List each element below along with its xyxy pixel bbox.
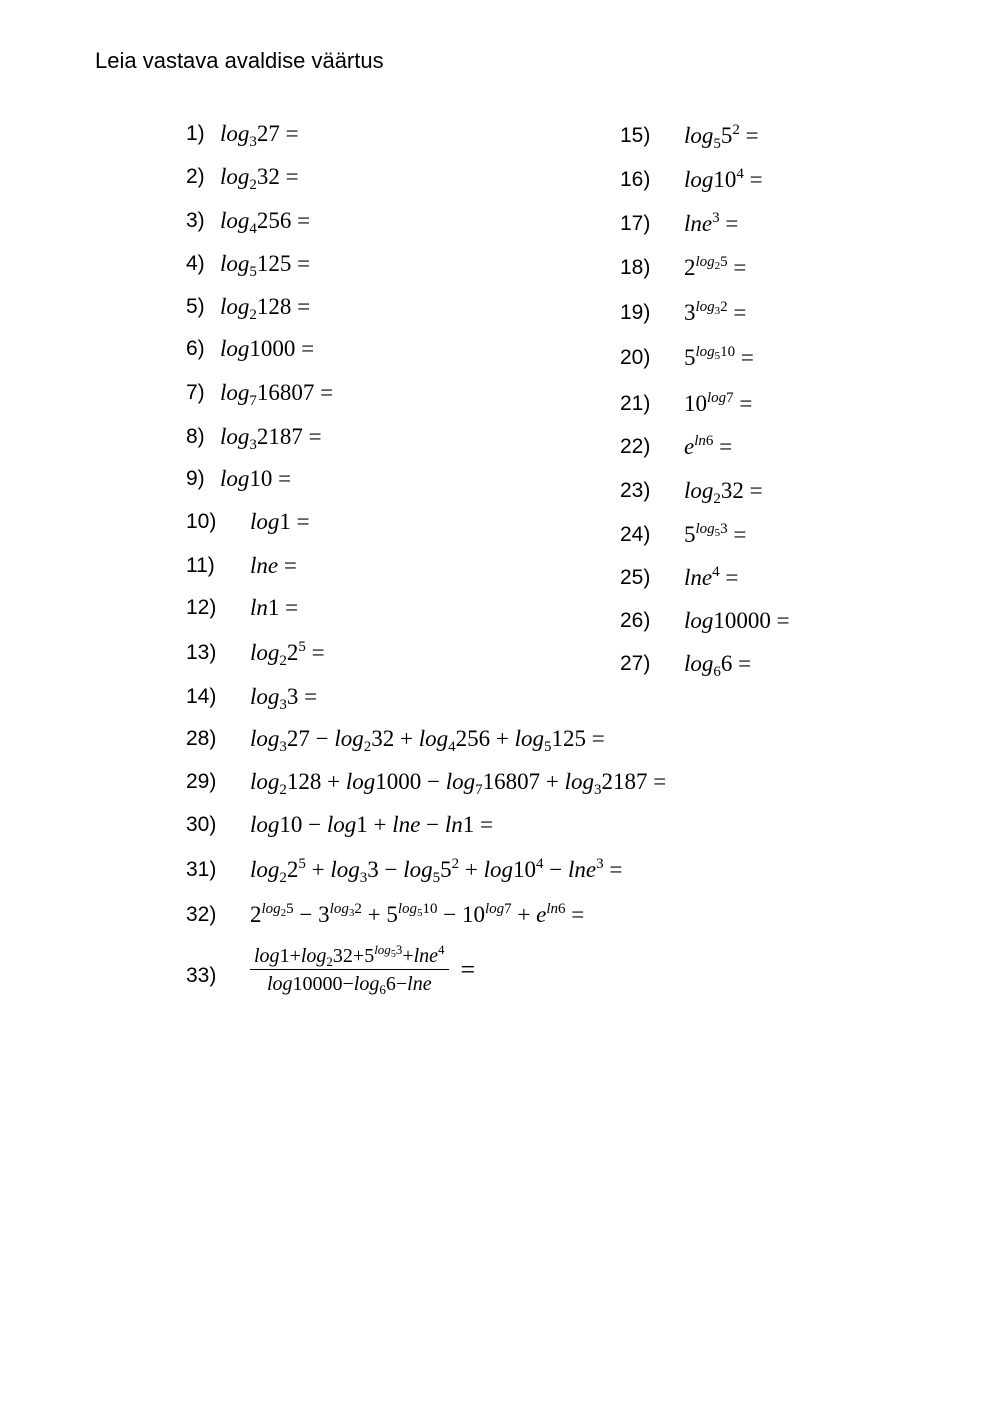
expression: $e^{ln6}$ = <box>684 433 733 459</box>
exercise-number: 19) <box>620 301 651 324</box>
expression: $\log_327 - \log_232 + \log_4256 + \log_5125$ = <box>250 726 605 755</box>
expression: $\log_232$ = <box>684 478 763 507</box>
exercise-number: 16) <box>620 168 651 191</box>
exercise-number: 22) <box>620 435 651 458</box>
expression: $2^{log_25} - 3^{log_32} + 5^{log_510} - 10^{log7} + e^{ln6}$ = <box>250 901 585 927</box>
exercise-number: 14) <box>186 685 217 708</box>
exercise-number: 25) <box>620 566 651 589</box>
denominator: $\log 10000-\log_66-\ln e$ <box>250 969 449 996</box>
exercise-number: 2) <box>186 165 205 188</box>
exercise-number: 29) <box>186 770 217 793</box>
expression: $\log_4256$ = <box>220 208 311 237</box>
expression: $5^{log_53}$ = <box>684 521 747 547</box>
exercise-number: 8) <box>186 425 205 448</box>
exercise-number: 3) <box>186 209 205 232</box>
expression: $2^{log_25}$ = <box>684 254 747 280</box>
expression: log10 − log1 + lne − ln1 = <box>250 812 493 837</box>
expression: log10 = <box>220 466 292 491</box>
expression: $\log_716807$ = <box>220 380 334 409</box>
expression: lne$^4$ = <box>684 564 739 590</box>
expression: $\log_2128$ = <box>220 294 311 323</box>
exercise-number: 6) <box>186 337 205 360</box>
exercise-number: 27) <box>620 652 651 675</box>
exercise-number: 18) <box>620 256 651 279</box>
expression: $3^{log_32}$ = <box>684 299 747 325</box>
expression: $\log_22^5$ = <box>250 639 325 669</box>
exercise-number: 30) <box>186 813 217 836</box>
exercise-number: 7) <box>186 381 205 404</box>
exercise-number: 17) <box>620 212 651 235</box>
exercise-number: 33) <box>186 964 217 987</box>
exercise-number: 26) <box>620 609 651 632</box>
expression: log1 = <box>250 509 310 534</box>
exercise-number: 5) <box>186 295 205 318</box>
expression: log1000 = <box>220 336 315 361</box>
expression: $\log_232$ = <box>220 164 299 193</box>
exercise-number: 28) <box>186 727 217 750</box>
exercise-number: 13) <box>186 641 217 664</box>
exercise-number: 10) <box>186 510 217 533</box>
expression: $\log_55^2$ = <box>684 122 759 152</box>
expression: $\log_32187$ = <box>220 424 322 453</box>
fraction <box>250 944 449 996</box>
exercise-number: 1) <box>186 122 205 145</box>
expression: $\log_22^5 + \log_33 - \log_55^2 + \log 10^4 - \ln e^3$ = <box>250 856 623 886</box>
expression: $\log_327$ = <box>220 121 299 150</box>
exercise-number: 31) <box>186 858 217 881</box>
page-title: Leia vastava avaldise väärtus <box>95 48 384 73</box>
exercise-number: 20) <box>620 346 651 369</box>
expression: $\log_2128 + \log 1000 - \log_716807 + \log_32187$ = <box>250 769 667 798</box>
exercise-number: 12) <box>186 596 217 619</box>
exercise-number: 4) <box>186 252 205 275</box>
exercise-number: 24) <box>620 523 651 546</box>
exercise-number: 9) <box>186 467 205 490</box>
expression: $10^{log7}$ = <box>684 390 753 416</box>
expression: $\log_66$ = <box>684 651 752 680</box>
numerator: $\log 1+\log_232+5^{log_53}+\ln e^4$ <box>254 942 445 969</box>
exercise-number: 11) <box>186 554 215 577</box>
expression: $5^{log_510}$ = <box>684 344 754 370</box>
exercise-number: 15) <box>620 124 651 147</box>
expression: ln1 = <box>250 595 299 620</box>
expression: $\log 10^4$ = <box>684 166 763 192</box>
expression <box>250 944 475 996</box>
expression: lne$^3$ = <box>684 210 739 236</box>
expression: $\log_33$ = <box>250 684 318 713</box>
exercise-number: 21) <box>620 392 651 415</box>
expression: lne = <box>250 553 297 578</box>
equals-sign: = <box>460 955 476 984</box>
expression: log10000 = <box>684 608 790 633</box>
exercise-number: 32) <box>186 903 217 926</box>
expression: $\log_5125$ = <box>220 251 311 280</box>
exercise-number: 23) <box>620 479 651 502</box>
